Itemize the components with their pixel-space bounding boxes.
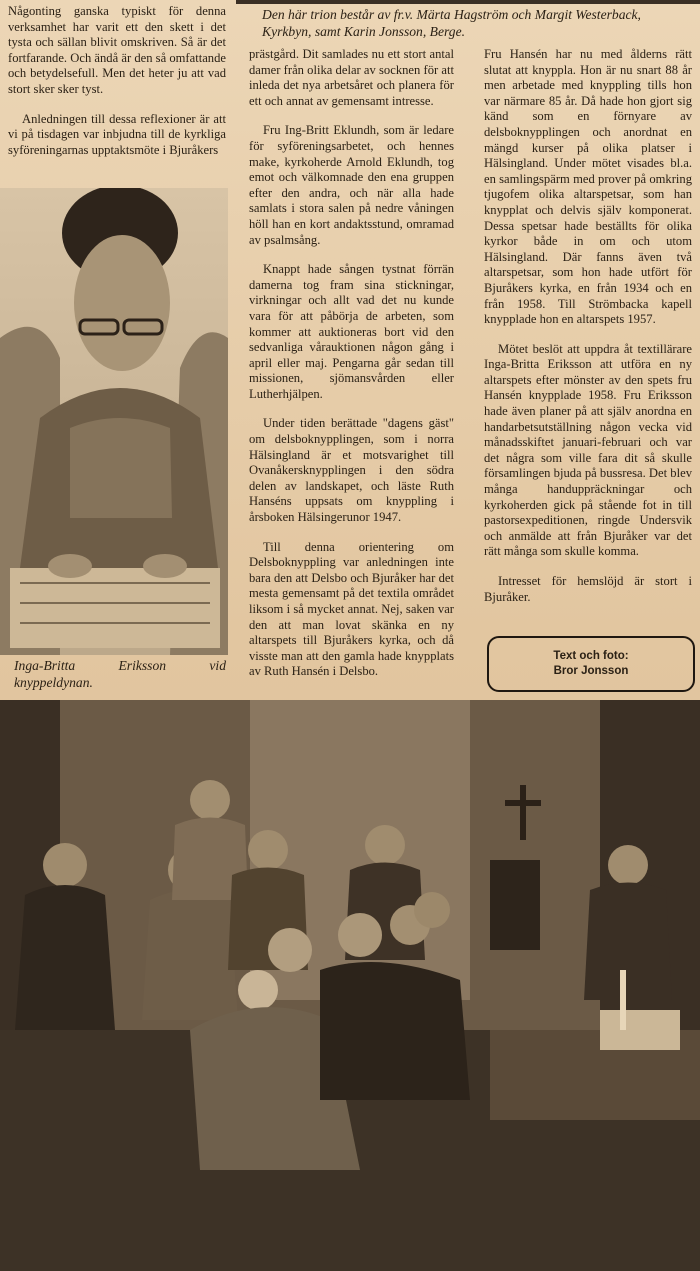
article-column-1 xyxy=(8,4,226,172)
credit-label: Text och foto: xyxy=(553,650,629,662)
lace-maker-illustration xyxy=(0,188,228,655)
lace-maker-photo xyxy=(0,188,228,655)
paragraph: Anledningen till dessa reflexioner är att vi på tisdagen var inbjudna till de kyrkliga syföreningarnas upptaktsmöte i Bjuråkers xyxy=(8,111,226,157)
paragraph: Fru Hansén har nu med ålderns rätt slutat att knyppla. Hon är nu snart 88 år men arbetade med knyppling tills hon var närmare 85 år. Då hade hon gjort sig känd som en förnyare av delsboknypplingen och anordnat en mängd kurser på olika platser i Hälsingland. Under mötet visades bl.a. en samlingspärm med prover på omkring tjugofem olika altarspetsar, som han knypplat och delvis själv komponerat. Dessa spetsar hade beställts för olika kyrkor både in om och utom Hälsingland. Där fanns även två altarspetsar, som hon hade utfört för Bjuråkers kyrka, en från 1934 och en från 1958. Till Strömbacka kapell knypplade hon en altarspets 1957. xyxy=(484,47,692,327)
article-column-3 xyxy=(484,47,692,619)
paragraph: Intresset för hemslöjd är stort i Bjuråker. xyxy=(484,574,692,604)
paragraph: prästgård. Dit samlades nu ett stort antal damer från olika delar av socknen för att inleda det nya arbetsåret och planera för ett och annat av gemensamt intresse. xyxy=(249,47,454,108)
paragraph: Någonting ganska typiskt för denna verksamhet har varit ett den skett i det tysta och sällan blivit omskriven. Så är det fortfarande. Och ändå är den så omfattande och betydelsefull. Men det heter ju att vad stort sker sker tyst. xyxy=(8,4,226,96)
credit-name: Bror Jonsson xyxy=(553,665,629,677)
paragraph: Mötet beslöt att uppdra åt textillärare Inga-Britta Eriksson att utföra en ny altarspets efter mönster av den spets fru Hansén knypplade 1958. Fru Eriksson hade även planer på att själv anordna en handarbetsutställning någon vecka vid månadsskiftet januari-februari och var det några som ville fara dit så skulle församlingen bjuda på bussresa. Det blev många handuppräckningar och kyrkoherden gick på stående fot in till pastorsexpeditionen, ringde Undersvik och anmälde att från Bjuråker var det rätt många som skulle komma. xyxy=(484,341,692,559)
paragraph: Under tiden berättade "dagens gäst" om delsboknypplingen, som i norra Hälsingland är et motsvarighet till Ovanåkersknypplingen i den södra delen av landskapet, och läste Ruth Hanséns uppsats om knyppling i årsboken Hälsingerunor 1947. xyxy=(249,416,454,525)
paragraph: Fru Ing-Britt Eklundh, som är ledare för syföreningsarbetet, och hennes make, kyrkoherde Arnold Eklundh, tog emot och välkomnade den ena gruppen efter den andra, och när alla hade samlats i stora salen på nedre våningen höll han en kort andaktsstund, omramad av psalmsång. xyxy=(249,123,454,247)
top-photo-caption: Den här trion består av fr.v. Märta Hagström och Margit Westerback, Kyrkbyn, samt Karin Jonsson, Berge. xyxy=(262,7,641,39)
top-rule xyxy=(236,0,700,4)
paragraph: Knappt hade sången tystnat förrän damerna tog fram sina stickningar, virkningar och allt vad det nu kunde vara för att påbörja de arbeten, som kommer att auktioneras bort vid den sedvanliga vårauktionen någon gång i april eller maj. Pengarna går sedan till missionen, sjömansvården eller Lutherhjälpen. xyxy=(249,262,454,401)
photo-credit-box xyxy=(487,636,695,692)
lace-maker-caption: Inga-Britta Eriksson vid knyppeldynan. xyxy=(14,658,226,690)
paragraph: Till denna orientering om Delsboknyppling var anledningen inte bara den att Delsbo och Bjuråker har det mesta gemensamt på det textila området liksom i så mycket annat. Nej, saken var den att man lovat skänka en ny altarspets till Bjuråkers kyrka, och då visste man att den gamla hade knypplats av Ruth Hansén i Delsbo. xyxy=(249,539,454,679)
group-photo xyxy=(0,700,700,1271)
sewing-circle-illustration xyxy=(0,700,700,1271)
article-column-2 xyxy=(249,47,454,694)
